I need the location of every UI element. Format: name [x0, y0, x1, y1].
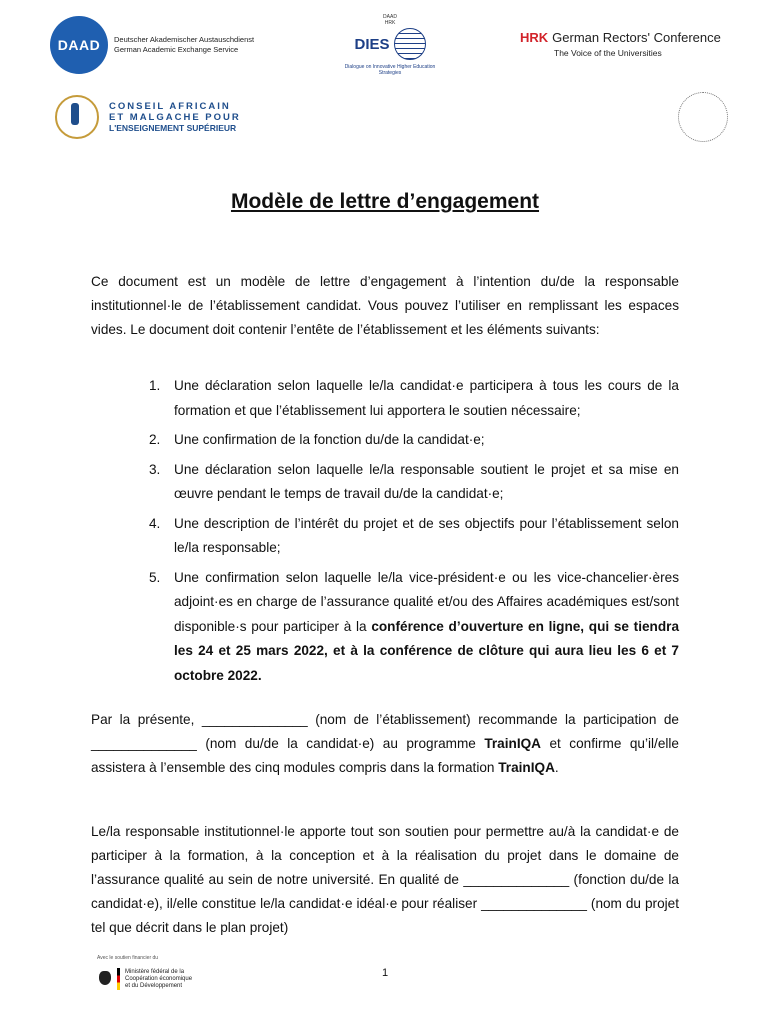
program-name: TrainIQA [484, 736, 541, 751]
daad-name-de: Deutscher Akademischer Austauschdienst [114, 35, 255, 44]
dies-mark [335, 28, 445, 60]
list-text: Une déclaration selon laquelle le/la candidat·e participera à tous les cours de la formation et que l’établissement lui apportera le soutien nécessaire; [174, 378, 679, 418]
dies-word: DIES [354, 35, 390, 53]
daad-circle-mark: DAAD [50, 16, 108, 74]
list-text-bold: conférence d’ouverture en ligne, qui se tiendra les 24 et 25 mars 2022, et à la conférence de clôture qui aura lieu les 6 et 7 octobre 2022. [174, 618, 680, 683]
globe-icon [394, 28, 426, 60]
requirements-list [149, 374, 679, 693]
daad-name [114, 35, 254, 55]
recommendation-paragraph [91, 708, 679, 780]
list-item [149, 374, 679, 423]
dies-top-2: HRK [384, 20, 396, 26]
funding-note: Avec le soutien financier du [97, 955, 159, 961]
hrk-abbrev: HRK [520, 30, 549, 45]
cames-name [109, 101, 241, 134]
cames-line-2: ET MALGACHE POUR [109, 111, 241, 123]
document-title: Modèle de lettre d’engagement [230, 190, 540, 213]
dies-logo [335, 14, 445, 76]
para1-text-e: . [554, 760, 559, 775]
list-number: 2. [149, 432, 161, 447]
hrk-name-line [520, 30, 721, 45]
list-number: 1. [149, 378, 161, 393]
hrk-name: German Rectors' Conference [552, 30, 721, 45]
dies-top-1: DAAD [383, 14, 397, 20]
cames-line-1: CONSEIL AFRICAIN [109, 100, 231, 112]
support-paragraph: Le/la responsable institutionnel·le apporte tout son soutien pour permettre au/à la candidat·e de participer à la formation, à la conception et à la réalisation du projet dans le domaine de l’assurance qualité au sein de notre université. En qualité de ______________ (fonction du/de la candidat·e), il/elle constitue le/la candidat·e idéal·e pour réaliser ______________ (nom du projet tel que décrit dans le plan projet) [91, 824, 679, 935]
list-item [149, 428, 679, 453]
list-text: Une déclaration selon laquelle le/la responsable soutient le projet et sa mise en œuvre pendant le temps de travail du/de la candidat·e; [174, 461, 679, 501]
para1-text-c: et confirme qu’il/elle assistera à l’ensemble des cinq modules compris dans la formation [91, 736, 679, 775]
ministry-line-1: Ministère fédéral de la [125, 968, 185, 975]
cames-line-3: L'ENSEIGNEMENT SUPÉRIEUR [109, 122, 237, 133]
para1-text-a: Par la présente, ______________ (nom de l’établissement) recommande la participation de ______________ (nom du/de la candidat·e) au programme [91, 712, 679, 751]
ministry-line-2: Coopération économique [125, 975, 193, 982]
list-number: 3. [149, 461, 161, 477]
list-number: 4. [149, 515, 161, 531]
intro-paragraph: Ce document est un modèle de lettre d’engagement à l’intention du/de la responsable institutionnel·le de l’établissement candidat. Vous pouvez l’utiliser en remplissant les espaces vides. Le document doit contenir l’entête de l’établissement et les éléments suivants: [91, 274, 679, 337]
hrk-tagline: The Voice of the Universities [554, 48, 662, 58]
ministry-line-3: et du Développement [125, 982, 183, 989]
list-text: Une confirmation de la fonction du/de la candidat·e; [174, 432, 485, 447]
cames-logo [55, 95, 241, 139]
list-item [149, 458, 679, 507]
dies-subtitle: Dialogue on Innovative Higher Education Strategies [344, 64, 436, 76]
hrk-logo [520, 30, 721, 58]
page-number: 1 [381, 967, 389, 979]
list-text: Une description de l’intérêt du projet et de ses objectifs pour l’établissement selon le/la responsable; [174, 515, 679, 555]
program-name: TrainIQA [498, 760, 555, 775]
university-seal-icon [678, 92, 728, 142]
list-number: 5. [149, 569, 161, 585]
daad-logo [50, 16, 254, 74]
list-item [149, 566, 679, 689]
daad-name-en: German Academic Exchange Service [114, 45, 239, 54]
list-text: Une confirmation selon laquelle le/la vice-président·e ou les vice-chancelier·ères adjoint·es en charge de l’assurance qualité et/ou des Affaires académiques est/sont disponible·s pour participer à la [174, 569, 679, 634]
cames-emblem-icon [55, 95, 99, 139]
list-item [149, 512, 679, 561]
